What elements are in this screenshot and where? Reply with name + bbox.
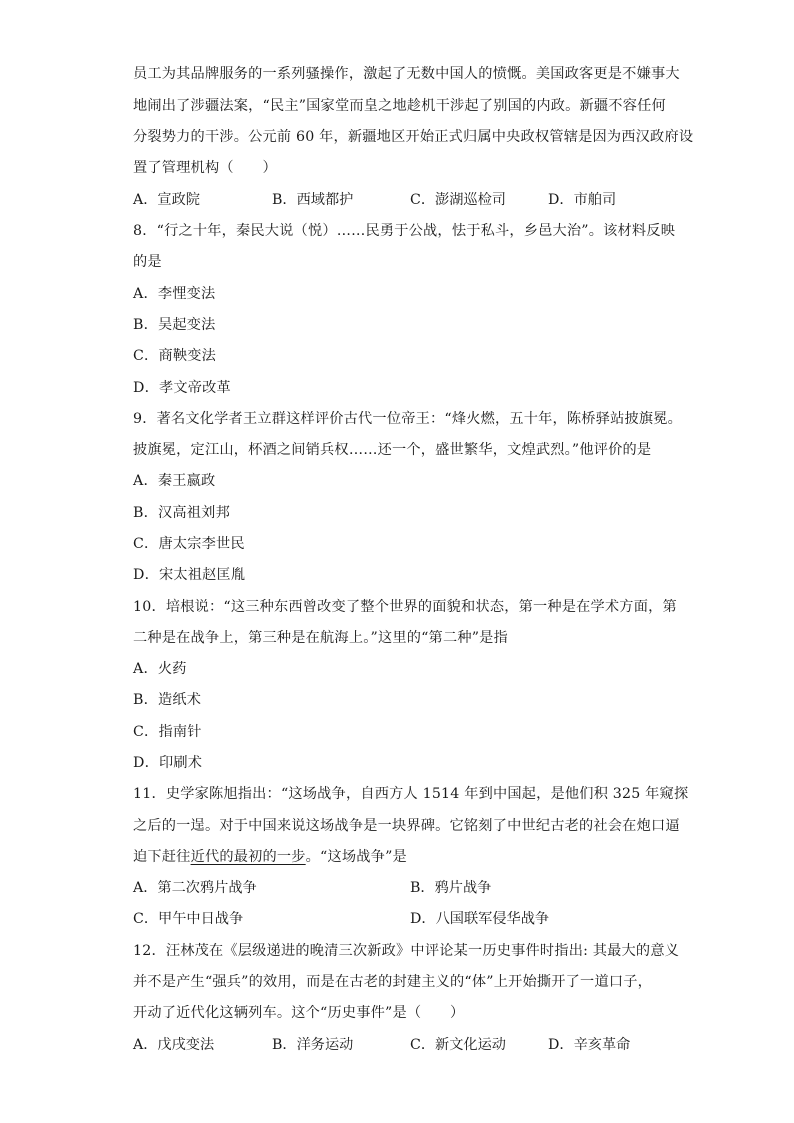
question-9-option-c: C．唐太宗李世民 (133, 536, 245, 552)
question-11-stem-line (133, 847, 407, 867)
question-10-stem-line: 二种是在战争上，第三种是在航海上。”这里的“第二种”是指 (133, 630, 508, 646)
question-7-text-line: 地闹出了涉疆法案，“民主”国家堂而皇之地趁机干涉起了别国的内政。新疆不容任何 (133, 98, 666, 114)
question-7-option-b: B．西域都护 (272, 192, 354, 208)
question-8-option-b: B．吴起变法 (133, 317, 216, 333)
question-11-stem-text: 。“这场战争”是 (305, 849, 407, 865)
question-10-option-b: B．造纸术 (133, 692, 202, 708)
question-9-option-a: A．秦王嬴政 (133, 473, 216, 489)
question-12-stem-line: 并不是产生“强兵”的效用，而是在古老的封建主义的“体”上开始撕开了一道口子， (133, 974, 652, 990)
question-10-option-d: D．印刷术 (133, 755, 203, 771)
question-7-text-line: 分裂势力的干涉。公元前 60 年，新疆地区开始正式归属中央政权管辖是因为西汉政府设 (133, 129, 694, 145)
question-11-stem-text: 迫下赶往 (133, 849, 191, 865)
question-12-option-b: B．洋务运动 (272, 1037, 354, 1053)
question-11-option-a: A．第二次鸦片战争 (133, 880, 257, 896)
question-7-option-c: C．澎湖巡检司 (410, 192, 506, 208)
question-12-stem-line: 12．汪林茂在《层级递进的晚清三次新政》中评论某一历史事件时指出: 其最大的意义 (133, 943, 680, 959)
question-9-option-b: B．汉高祖刘邦 (133, 505, 230, 521)
question-8-option-c: C．商鞅变法 (133, 348, 216, 364)
question-11-option-b: B．鸦片战争 (410, 880, 492, 896)
question-12-option-d: D．辛亥革命 (548, 1037, 631, 1053)
question-7-text-line: 置了管理机构（ ） (133, 160, 277, 176)
question-9-option-d: D．宋太祖赵匡胤 (133, 567, 246, 583)
question-12-stem-line: 开动了近代化这辆列车。这个“历史事件”是（ ） (133, 1005, 465, 1021)
question-8-stem-line: 的是 (133, 254, 162, 270)
question-10-option-a: A．火药 (133, 661, 187, 677)
question-11-option-c: C．甲午中日战争 (133, 911, 244, 927)
question-7-option-d: D．市舶司 (548, 192, 617, 208)
question-11-option-d: D．八国联军侵华战争 (410, 911, 550, 927)
question-8-option-d: D．孝文帝改革 (133, 380, 231, 396)
question-8-stem-line: 8．“行之十年，秦民大说（悦）……民勇于公战，怯于私斗，乡邑大治”。该材料反映 (133, 223, 676, 239)
question-8-option-a: A．李悝变法 (133, 286, 216, 302)
question-9-stem-line: 9．著名文化学者王立群这样评价古代一位帝王：“烽火燃，五十年，陈桥驿站披旗冕。 (133, 411, 683, 427)
underlined-quote: 近代的最初的一步 (190, 849, 306, 865)
question-10-option-c: C．指南针 (133, 724, 202, 740)
question-10-stem-line: 10．培根说：“这三种东西曾改变了整个世界的面貌和状态，第一种是在学术方面，第 (133, 599, 677, 615)
question-7-text-line: 员工为其品牌服务的一系列骚操作，激起了无数中国人的愤慨。美国政客更是不嫌事大 (133, 66, 680, 82)
question-11-stem-line: 11．史学家陈旭指出：“这场战争，自西方人 1514 年到中国起，是他们积 325 年窥探 (133, 786, 689, 802)
question-7-option-a: A．宣政院 (133, 192, 200, 208)
question-12-option-a: A．戊戌变法 (133, 1037, 215, 1053)
question-11-stem-line: 之后的一逞。对于中国来说这场战争是一块界碑。它铭刻了中世纪古老的社会在炮口逼 (133, 818, 680, 834)
question-9-stem-line: 披旗冕，定江山，杯酒之间销兵权……还一个，盛世繁华，文煌武烈。”他评价的是 (133, 442, 652, 458)
question-12-option-c: C．新文化运动 (410, 1037, 506, 1053)
